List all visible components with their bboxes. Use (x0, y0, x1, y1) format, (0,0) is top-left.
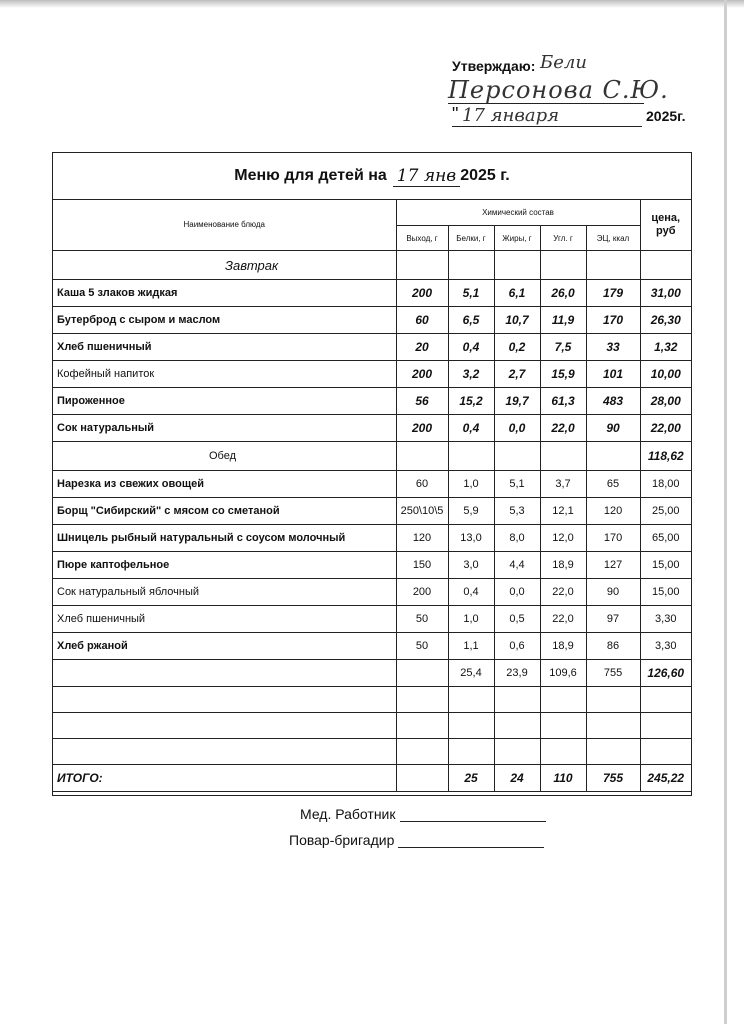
cell-energy: 170 (586, 525, 640, 552)
cell-output: 150 (396, 552, 448, 579)
cell-output: 200 (396, 579, 448, 606)
dish-name: Сок натуральный яблочный (53, 579, 396, 606)
table-row (53, 471, 691, 498)
cell-energy: 483 (586, 388, 640, 415)
dish-name: Каша 5 злаков жидкая (53, 280, 396, 307)
cell-price: 3,30 (640, 606, 691, 633)
cell-price: 25,00 (640, 498, 691, 525)
menu-title (53, 153, 691, 200)
cell-carb: 12,0 (540, 525, 586, 552)
cell-carb: 7,5 (540, 334, 586, 361)
menu-table (53, 199, 691, 792)
dish-name: Сок натуральный (53, 415, 396, 442)
date-line (452, 126, 642, 127)
section-label: Завтрак (53, 251, 396, 280)
cell-price: 3,30 (640, 633, 691, 660)
table-row (53, 633, 691, 660)
cell-protein: 1,0 (448, 471, 494, 498)
cell-energy: 90 (586, 415, 640, 442)
grand-total-energy: 755 (586, 765, 640, 792)
empty-row (53, 687, 691, 713)
cell-fat: 0,6 (494, 633, 540, 660)
header-energy: ЭЦ, ккал (586, 226, 640, 251)
cell-price: 1,32 (640, 334, 691, 361)
cell-fat: 0,2 (494, 334, 540, 361)
cell-protein: 5,1 (448, 280, 494, 307)
cell-output: 250\10\5 (396, 498, 448, 525)
dish-name: Борщ "Сибирский" с мясом со сметаной (53, 498, 396, 525)
section-breakfast (53, 251, 691, 280)
cell-price: 10,00 (640, 361, 691, 388)
cell-output: 200 (396, 361, 448, 388)
cell-carb: 18,9 (540, 633, 586, 660)
cell-carb: 3,7 (540, 471, 586, 498)
table-row (53, 307, 691, 334)
cell-protein: 5,9 (448, 498, 494, 525)
scan-top-shadow (0, 0, 744, 8)
cell-output: 120 (396, 525, 448, 552)
cell-energy: 33 (586, 334, 640, 361)
cell-energy: 120 (586, 498, 640, 525)
title-date: 17 янв (393, 166, 460, 187)
cell-carb: 15,9 (540, 361, 586, 388)
header-price: цена, руб (640, 199, 691, 251)
cell-protein: 0,4 (448, 579, 494, 606)
cell-energy: 65 (586, 471, 640, 498)
dish-name: Хлеб пшеничный (53, 606, 396, 633)
cell-energy: 170 (586, 307, 640, 334)
cell-fat: 8,0 (494, 525, 540, 552)
cell-output: 50 (396, 606, 448, 633)
cell-output: 200 (396, 280, 448, 307)
total-price: 126,60 (640, 660, 691, 687)
table-row (53, 388, 691, 415)
total-carb: 109,6 (540, 660, 586, 687)
grand-total-row (53, 765, 691, 792)
approval-date: 17 января (462, 105, 560, 126)
cell-carb: 18,9 (540, 552, 586, 579)
cell-energy: 101 (586, 361, 640, 388)
cell-fat: 4,4 (494, 552, 540, 579)
grand-total-price: 245,22 (640, 765, 691, 792)
cell-fat: 0,0 (494, 415, 540, 442)
cell-protein: 3,2 (448, 361, 494, 388)
dish-name: Пюре каптофельное (53, 552, 396, 579)
cell-fat: 5,1 (494, 471, 540, 498)
table-row (53, 552, 691, 579)
grand-total-fat: 24 (494, 765, 540, 792)
cell-carb: 12,1 (540, 498, 586, 525)
header-chem: Химический состав (396, 199, 640, 226)
grand-total-label: ИТОГО: (53, 765, 396, 792)
approver-name: Персонова С.Ю. (448, 76, 669, 104)
cell-price: 18,00 (640, 471, 691, 498)
cell-price: 31,00 (640, 280, 691, 307)
table-row (53, 606, 691, 633)
table-row (53, 498, 691, 525)
header-protein: Белки, г (448, 226, 494, 251)
section-lunch (53, 442, 691, 471)
cell-output: 50 (396, 633, 448, 660)
dish-name: Шницель рыбный натуральный с соусом молочный (53, 525, 396, 552)
cell-output: 20 (396, 334, 448, 361)
signature-line (400, 807, 546, 822)
cell-carb: 26,0 (540, 280, 586, 307)
chef-signature (289, 832, 544, 848)
cell-price: 15,00 (640, 579, 691, 606)
grand-total-protein: 25 (448, 765, 494, 792)
dish-name: Бутерброд с сыром и маслом (53, 307, 396, 334)
cell-energy: 90 (586, 579, 640, 606)
header-output: Выход, г (396, 226, 448, 251)
cell-protein: 3,0 (448, 552, 494, 579)
approval-label: Утверждаю: (452, 58, 536, 74)
approval-signature: Бели (540, 52, 587, 73)
section-label: Обед (53, 442, 396, 471)
cell-fat: 5,3 (494, 498, 540, 525)
cell-energy: 179 (586, 280, 640, 307)
med-worker-signature (300, 806, 546, 822)
date-quote: " (452, 104, 459, 124)
cell-energy: 97 (586, 606, 640, 633)
cell-fat: 6,1 (494, 280, 540, 307)
table-row (53, 415, 691, 442)
dish-name: Хлеб ржаной (53, 633, 396, 660)
table-row (53, 525, 691, 552)
menu-sheet (52, 152, 692, 796)
chef-label: Повар-бригадир (289, 832, 395, 848)
signature-line (448, 103, 644, 104)
cell-fat: 10,7 (494, 307, 540, 334)
cell-carb: 22,0 (540, 579, 586, 606)
cell-fat: 19,7 (494, 388, 540, 415)
cell-output: 60 (396, 307, 448, 334)
cell-output: 60 (396, 471, 448, 498)
empty-row (53, 739, 691, 765)
cell-output: 56 (396, 388, 448, 415)
cell-price: 65,00 (640, 525, 691, 552)
total-fat: 23,9 (494, 660, 540, 687)
med-worker-label: Мед. Работник (300, 806, 396, 822)
dish-name: Хлеб пшеничный (53, 334, 396, 361)
cell-carb: 22,0 (540, 606, 586, 633)
cell-price: 22,00 (640, 415, 691, 442)
cell-fat: 2,7 (494, 361, 540, 388)
cell-fat: 0,0 (494, 579, 540, 606)
signature-line (398, 833, 544, 848)
cell-protein: 6,5 (448, 307, 494, 334)
breakfast-subtotal-price: 118,62 (640, 442, 691, 471)
table-row (53, 579, 691, 606)
cell-protein: 0,4 (448, 415, 494, 442)
dish-name: Пироженное (53, 388, 396, 415)
cell-protein: 1,1 (448, 633, 494, 660)
cell-energy: 127 (586, 552, 640, 579)
cell-protein: 0,4 (448, 334, 494, 361)
grand-total-carb: 110 (540, 765, 586, 792)
total-protein: 25,4 (448, 660, 494, 687)
header-carb: Угл. г (540, 226, 586, 251)
dish-name: Нарезка из свежих овощей (53, 471, 396, 498)
header-fat: Жиры, г (494, 226, 540, 251)
cell-carb: 11,9 (540, 307, 586, 334)
table-row (53, 334, 691, 361)
lunch-totals-row (53, 660, 691, 687)
approval-year: 2025г. (646, 108, 686, 124)
table-row (53, 280, 691, 307)
cell-protein: 1,0 (448, 606, 494, 633)
cell-carb: 22,0 (540, 415, 586, 442)
header-dish-name: Наименование блюда (53, 199, 396, 251)
empty-row (53, 713, 691, 739)
cell-fat: 0,5 (494, 606, 540, 633)
table-row (53, 361, 691, 388)
total-energy: 755 (586, 660, 640, 687)
cell-carb: 61,3 (540, 388, 586, 415)
cell-energy: 86 (586, 633, 640, 660)
cell-price: 15,00 (640, 552, 691, 579)
cell-output: 200 (396, 415, 448, 442)
title-prefix: Меню для детей на (234, 167, 387, 184)
scan-right-edge (724, 0, 727, 1024)
dish-name: Кофейный напиток (53, 361, 396, 388)
cell-protein: 13,0 (448, 525, 494, 552)
title-suffix: 2025 г. (460, 167, 510, 184)
cell-protein: 15,2 (448, 388, 494, 415)
cell-price: 26,30 (640, 307, 691, 334)
cell-price: 28,00 (640, 388, 691, 415)
